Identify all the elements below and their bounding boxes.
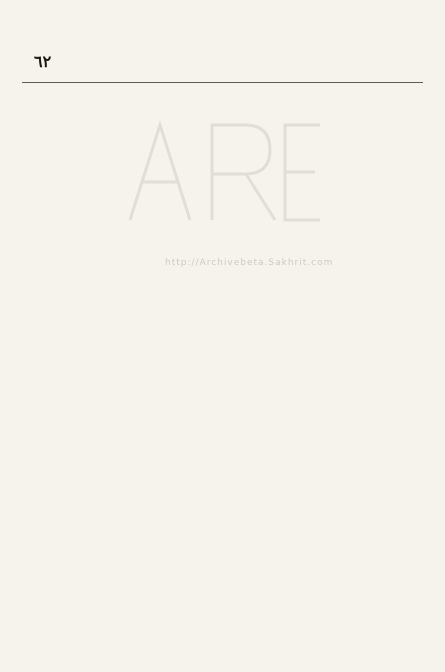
watermark-url: http://Archivebeta.Sakhrit.com xyxy=(165,258,334,268)
header-rule xyxy=(22,82,423,83)
page-number: ٦٢ xyxy=(34,52,52,71)
text-block xyxy=(22,94,423,658)
